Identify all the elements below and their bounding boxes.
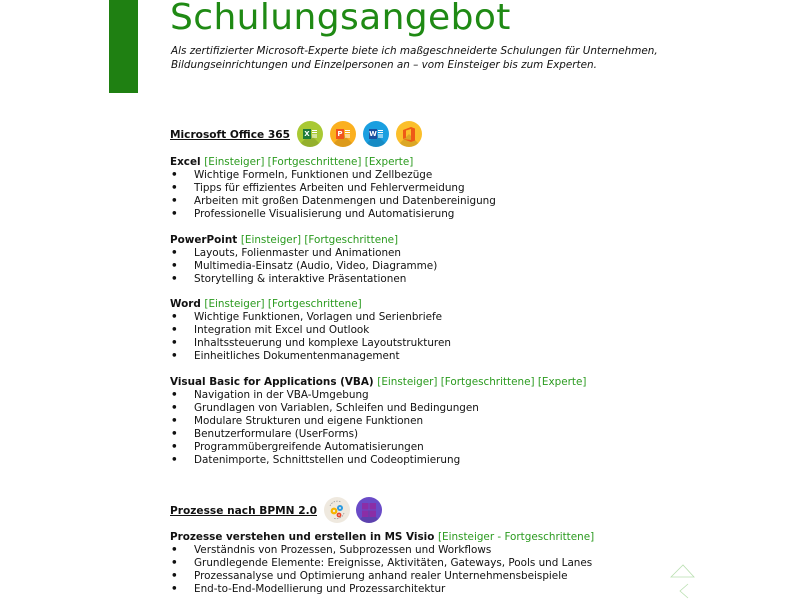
excel-icon: X	[297, 121, 323, 147]
list-item: • Datenimporte, Schnittstellen und Codeoptimierung	[171, 454, 461, 466]
list-item: • Storytelling & interaktive Präsentationen	[171, 273, 407, 285]
course-name: Prozesse verstehen und erstellen in MS Visio	[170, 531, 435, 543]
course-name: Excel	[170, 156, 201, 168]
list-item: • Verständnis von Prozessen, Subprozessen und Workflows	[171, 544, 492, 556]
course-levels: [Einsteiger - Fortgeschrittene]	[437, 531, 595, 543]
list-item: • End-to-End-Modellierung und Prozessarchitektur	[171, 583, 446, 595]
list-item: • Wichtige Funktionen, Vorlagen und Serienbriefe	[171, 311, 443, 323]
course-name: PowerPoint	[170, 234, 238, 246]
powerpoint-icon: P	[330, 121, 356, 147]
list-item: • Tipps für effizientes Arbeiten und Fehlervermeidung	[171, 182, 465, 194]
list-item: • Grundlagen von Variablen, Schleifen und Bedingungen	[171, 402, 479, 414]
process-gears-icon	[324, 497, 350, 523]
list-item: • Professionelle Visualisierung und Automatisierung	[171, 208, 455, 220]
office-icon-row	[297, 121, 422, 147]
course-powerpoint	[170, 234, 437, 286]
decorative-arrow-icon	[668, 563, 698, 600]
list-item: • Navigation in der VBA-Umgebung	[171, 389, 369, 401]
list-item: • Integration mit Excel und Outlook	[171, 324, 370, 336]
list-item: • Einheitliches Dokumentenmanagement	[171, 350, 400, 362]
word-icon: W	[363, 121, 389, 147]
list-item: • Arbeiten mit großen Datenmengen und Datenbereinigung	[171, 195, 496, 207]
list-item: • Multimedia-Einsatz (Audio, Video, Diagramme)	[171, 260, 438, 272]
intro-line-1: Als zertifizierter Microsoft-Experte biete ich maßgeschneiderte Schulungen für Unternehmen,	[171, 45, 658, 57]
course-visio	[170, 531, 594, 596]
list-item: • Prozessanalyse und Optimierung anhand realer Unternehmensbeispiele	[171, 570, 568, 582]
intro-text	[171, 45, 731, 72]
page-title: Schulungsangebot	[170, 0, 511, 38]
course-levels: [Einsteiger] [Fortgeschrittene] [Experte]	[204, 156, 414, 168]
office-icon	[396, 121, 422, 147]
intro-line-2: Bildungseinrichtungen und Einzelpersonen an – vom Einsteiger bis zum Experten.	[171, 58, 597, 71]
course-levels: [Einsteiger] [Fortgeschrittene]	[204, 298, 362, 310]
list-item: • Programmübergreifende Automatisierungen	[171, 441, 424, 453]
section-heading-office: Microsoft Office 365	[170, 129, 290, 141]
list-item: • Grundlegende Elemente: Ereignisse, Aktivitäten, Gateways, Pools und Lanes	[171, 557, 593, 569]
course-vba	[170, 376, 586, 467]
list-item: • Wichtige Formeln, Funktionen und Zellbezüge	[171, 169, 433, 181]
visio-icon	[356, 497, 382, 523]
course-name: Visual Basic for Applications (VBA)	[170, 376, 374, 388]
course-name: Word	[170, 298, 201, 310]
list-item: • Inhaltssteuerung und komplexe Layoutstrukturen	[171, 337, 451, 349]
course-levels: [Einsteiger] [Fortgeschrittene]	[240, 234, 399, 246]
accent-bar	[109, 0, 138, 93]
list-item: • Benutzerformulare (UserForms)	[171, 428, 359, 440]
section-heading-bpmn: Prozesse nach BPMN 2.0	[170, 505, 318, 517]
course-levels: [Einsteiger] [Fortgeschrittene] [Experte]	[377, 376, 587, 388]
list-item: • Modulare Strukturen und eigene Funktionen	[171, 415, 424, 427]
list-item: • Layouts, Folienmaster und Animationen	[171, 247, 402, 259]
bpmn-icon-row	[324, 497, 382, 523]
course-excel	[170, 156, 496, 221]
course-word	[170, 298, 451, 363]
